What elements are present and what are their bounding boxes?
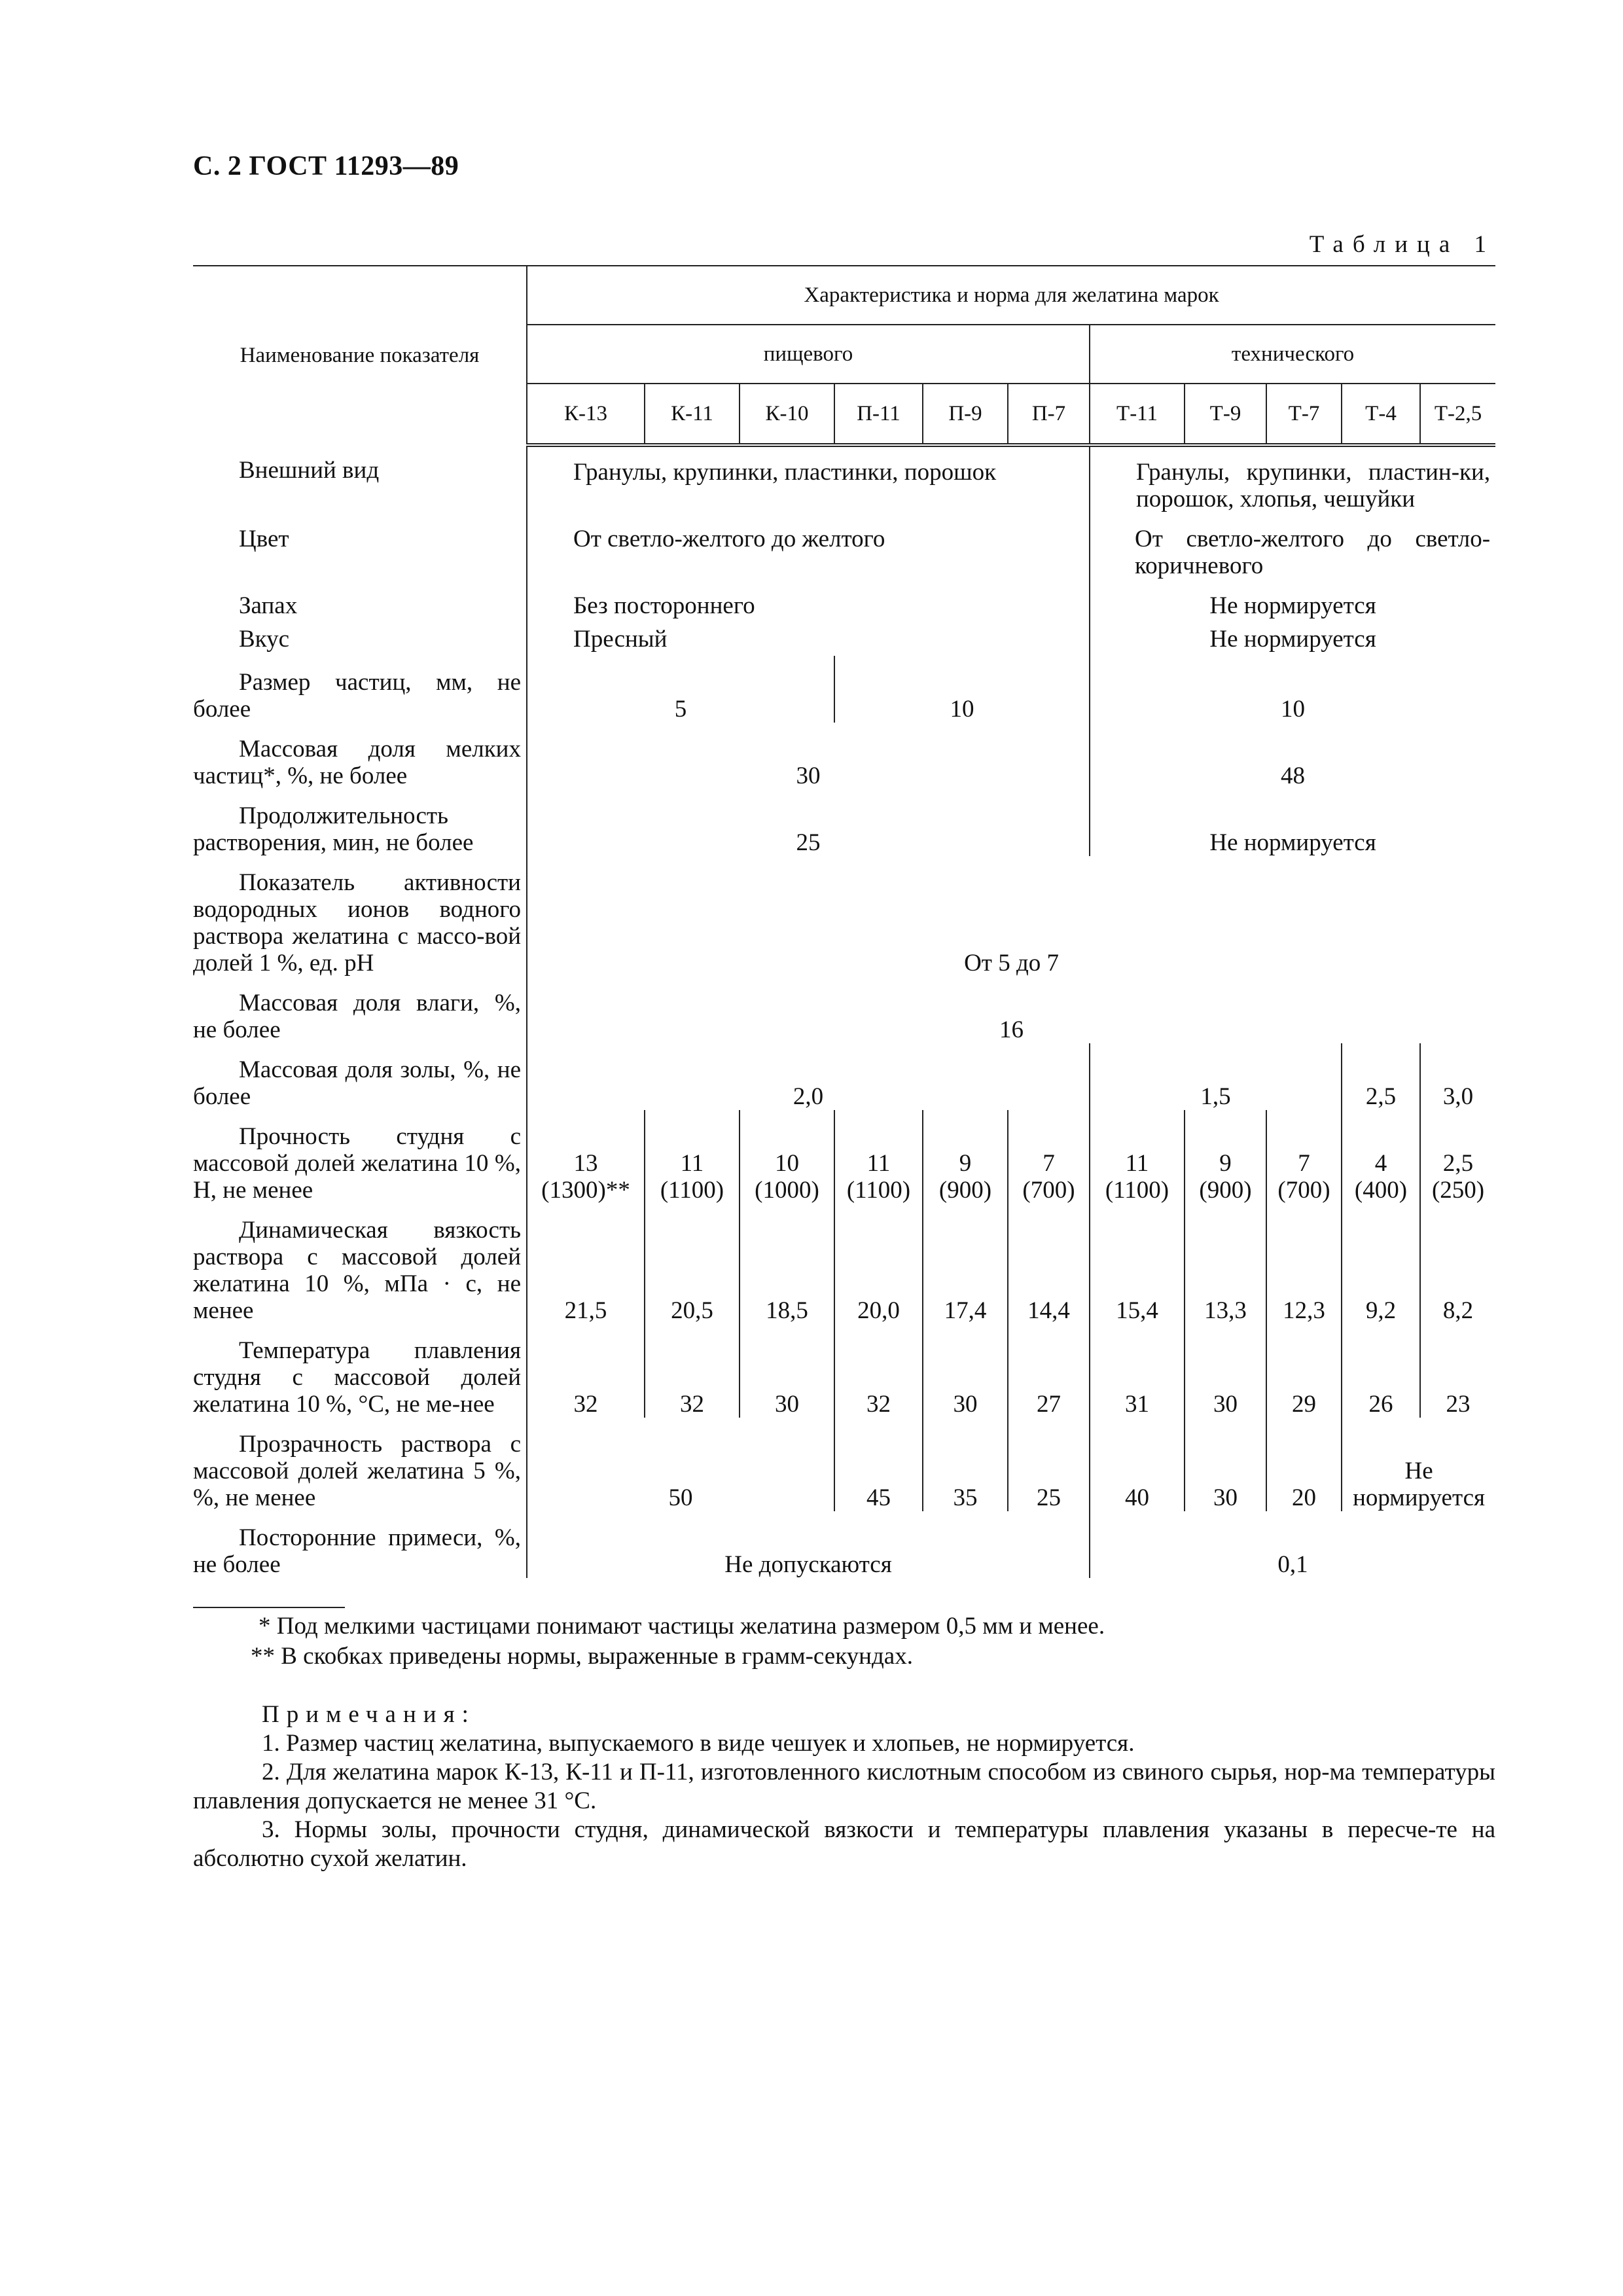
viscosity-value: 12,3 xyxy=(1266,1204,1342,1324)
row-label-viscosity: Динамическая вязкость раствора с массовой долей желатина 10 %, мПа · с, не менее xyxy=(193,1204,527,1324)
grade-header: К-13 xyxy=(527,384,645,445)
particle-size-k: 5 xyxy=(674,696,687,723)
melting-value: 29 xyxy=(1266,1324,1342,1418)
particle-size-t: 10 xyxy=(1090,656,1495,723)
table-caption: Таблица 1 xyxy=(1309,231,1495,258)
ash-food: 2,0 xyxy=(793,1083,824,1110)
transparency-k: 50 xyxy=(668,1484,693,1511)
notes-title: Примечания: xyxy=(262,1701,476,1728)
melting-value: 30 xyxy=(740,1324,834,1418)
moisture-all: 16 xyxy=(999,1016,1024,1043)
viscosity-value: 20,0 xyxy=(834,1204,923,1324)
fine-particles-food: 30 xyxy=(796,762,821,789)
transparency-p9: 35 xyxy=(923,1418,1008,1511)
row-label-appearance: Внешний вид xyxy=(193,445,527,512)
row-label-melting: Температура плавления студня с массовой долей желатина 10 %, °С, не ме-нее xyxy=(193,1324,527,1418)
row-label-color: Цвет xyxy=(193,512,527,579)
technical-grade-header: технического xyxy=(1090,325,1495,384)
grade-header: Т-9 xyxy=(1185,384,1266,445)
strength-value: 11 (1100) xyxy=(1090,1110,1185,1204)
ph-all: От 5 до 7 xyxy=(964,950,1060,977)
impurities-food: Не допускаются xyxy=(724,1551,892,1578)
melting-value: 31 xyxy=(1090,1324,1185,1418)
particle-size-p: 10 xyxy=(834,656,1090,723)
grade-header: П-7 xyxy=(1008,384,1090,445)
grades-group-header: Характеристика и норма для желатина марок xyxy=(527,266,1495,325)
strength-value: 10 (1000) xyxy=(740,1110,834,1204)
note: 2. Для желатина марок К-13, К-11 и П-11, изготовленного кислотным способом из свиного сырья, нор-ма температуры плавления допускается не менее 31 °С. xyxy=(193,1759,1495,1814)
color-technical: От светло-желтого до светло-коричневого xyxy=(1090,512,1495,579)
taste-food: Пресный xyxy=(573,626,668,653)
row-label-smell: Запах xyxy=(193,579,527,619)
melting-value: 23 xyxy=(1420,1324,1495,1418)
row-label-particle-size: Размер частиц, мм, не более xyxy=(193,656,527,723)
melting-value: 32 xyxy=(573,1391,598,1418)
transparency-p11: 45 xyxy=(834,1418,923,1511)
ash-t11-t7: 1,5 xyxy=(1090,1043,1342,1110)
dissolution-food: 25 xyxy=(796,829,821,856)
row-label-impurities: Посторонние примеси, %, не более xyxy=(193,1511,527,1578)
transparency-p7: 25 xyxy=(1008,1418,1090,1511)
strength-value: 7 (700) xyxy=(1008,1110,1090,1204)
impurities-technical: 0,1 xyxy=(1090,1511,1495,1578)
footnote: * Под мелкими частицами понимают частицы желатина размером 0,5 мм и менее. xyxy=(259,1613,1105,1640)
strength-value: 11 (1100) xyxy=(834,1110,923,1204)
appearance-technical: Гранулы, крупинки, пластин-ки, порошок, хлопья, чешуйки xyxy=(1090,445,1495,512)
melting-value: 30 xyxy=(923,1324,1008,1418)
viscosity-value: 18,5 xyxy=(740,1204,834,1324)
melting-value: 27 xyxy=(1008,1324,1090,1418)
grade-header: П-11 xyxy=(834,384,923,445)
melting-value: 30 xyxy=(1185,1324,1266,1418)
row-label-transparency: Прозрачность раствора с массовой долей желатина 5 %, %, не менее xyxy=(193,1418,527,1511)
row-label-strength: Прочность студня с массовой долей желатина 10 %, Н, не менее xyxy=(193,1110,527,1204)
transparency-t11: 40 xyxy=(1090,1418,1185,1511)
footnotes xyxy=(193,1611,1495,1672)
indicator-column-header: Наименование показателя xyxy=(193,266,527,445)
melting-value: 32 xyxy=(645,1324,740,1418)
strength-value: 4 (400) xyxy=(1342,1110,1420,1204)
smell-technical: Не нормируется xyxy=(1090,579,1495,619)
grade-header: К-10 xyxy=(740,384,834,445)
footnote: ** В скобках приведены нормы, выраженные в грамм-секундах. xyxy=(251,1643,913,1670)
appearance-food: Гранулы, крупинки, пластинки, порошок xyxy=(573,459,997,486)
grade-header: Т-11 xyxy=(1090,384,1185,445)
grade-header: К-11 xyxy=(645,384,740,445)
viscosity-value: 21,5 xyxy=(564,1297,607,1324)
notes xyxy=(193,1700,1495,1873)
viscosity-value: 14,4 xyxy=(1008,1204,1090,1324)
viscosity-value: 9,2 xyxy=(1342,1204,1420,1324)
viscosity-value: 15,4 xyxy=(1090,1204,1185,1324)
smell-food: Без постороннего xyxy=(573,592,755,619)
note: 3. Нормы золы, прочности студня, динамической вязкости и температуры плавления указаны в пересче-те на абсолютно сухой желатин. xyxy=(193,1816,1495,1872)
fine-particles-technical: 48 xyxy=(1090,723,1495,789)
melting-value: 32 xyxy=(834,1324,923,1418)
grade-header: Т-2,5 xyxy=(1420,384,1495,445)
note: 1. Размер частиц желатина, выпускаемого в виде чешуек и хлопьев, не нормируется. xyxy=(262,1730,1135,1757)
dissolution-technical: Не нормируется xyxy=(1090,789,1495,856)
row-label-fine-particles: Массовая доля мелких частиц*, %, не более xyxy=(193,723,527,789)
row-label-ph: Показатель активности водородных ионов водного раствора желатина с массо-вой долей 1 %, ед. pH xyxy=(193,856,527,977)
viscosity-value: 13,3 xyxy=(1185,1204,1266,1324)
taste-technical: Не нормируется xyxy=(1090,619,1495,656)
transparency-t9: 30 xyxy=(1185,1418,1266,1511)
row-label-ash: Массовая доля золы, %, не более xyxy=(193,1043,527,1110)
viscosity-value: 20,5 xyxy=(645,1204,740,1324)
strength-value: 7 (700) xyxy=(1266,1110,1342,1204)
ash-t4: 2,5 xyxy=(1342,1043,1420,1110)
strength-value: 9 (900) xyxy=(1185,1110,1266,1204)
ash-t2-5: 3,0 xyxy=(1420,1043,1495,1110)
strength-value: 13 (1300)** xyxy=(541,1150,630,1204)
footnote-divider xyxy=(193,1607,345,1608)
food-grade-header: пищевого xyxy=(527,325,1090,384)
grade-header: Т-7 xyxy=(1266,384,1342,445)
strength-value: 11 (1100) xyxy=(645,1110,740,1204)
viscosity-value: 17,4 xyxy=(923,1204,1008,1324)
page-header: С. 2 ГОСТ 11293—89 xyxy=(193,151,459,181)
viscosity-value: 8,2 xyxy=(1420,1204,1495,1324)
grade-header: Т-4 xyxy=(1342,384,1420,445)
strength-value: 9 (900) xyxy=(923,1110,1008,1204)
row-label-moisture: Массовая доля влаги, %, не более xyxy=(193,977,527,1043)
melting-value: 26 xyxy=(1342,1324,1420,1418)
color-food: От светло-желтого до желтого xyxy=(573,526,885,552)
strength-value: 2,5 (250) xyxy=(1420,1110,1495,1204)
row-label-dissolution: Продолжительность растворения, мин, не более xyxy=(193,789,527,856)
transparency-t7: 20 xyxy=(1266,1418,1342,1511)
gelatin-norms-table xyxy=(193,265,1495,1578)
transparency-t4-t2-5: Не нормируется xyxy=(1342,1418,1495,1511)
grade-header: П-9 xyxy=(923,384,1008,445)
row-label-taste: Вкус xyxy=(193,619,527,656)
